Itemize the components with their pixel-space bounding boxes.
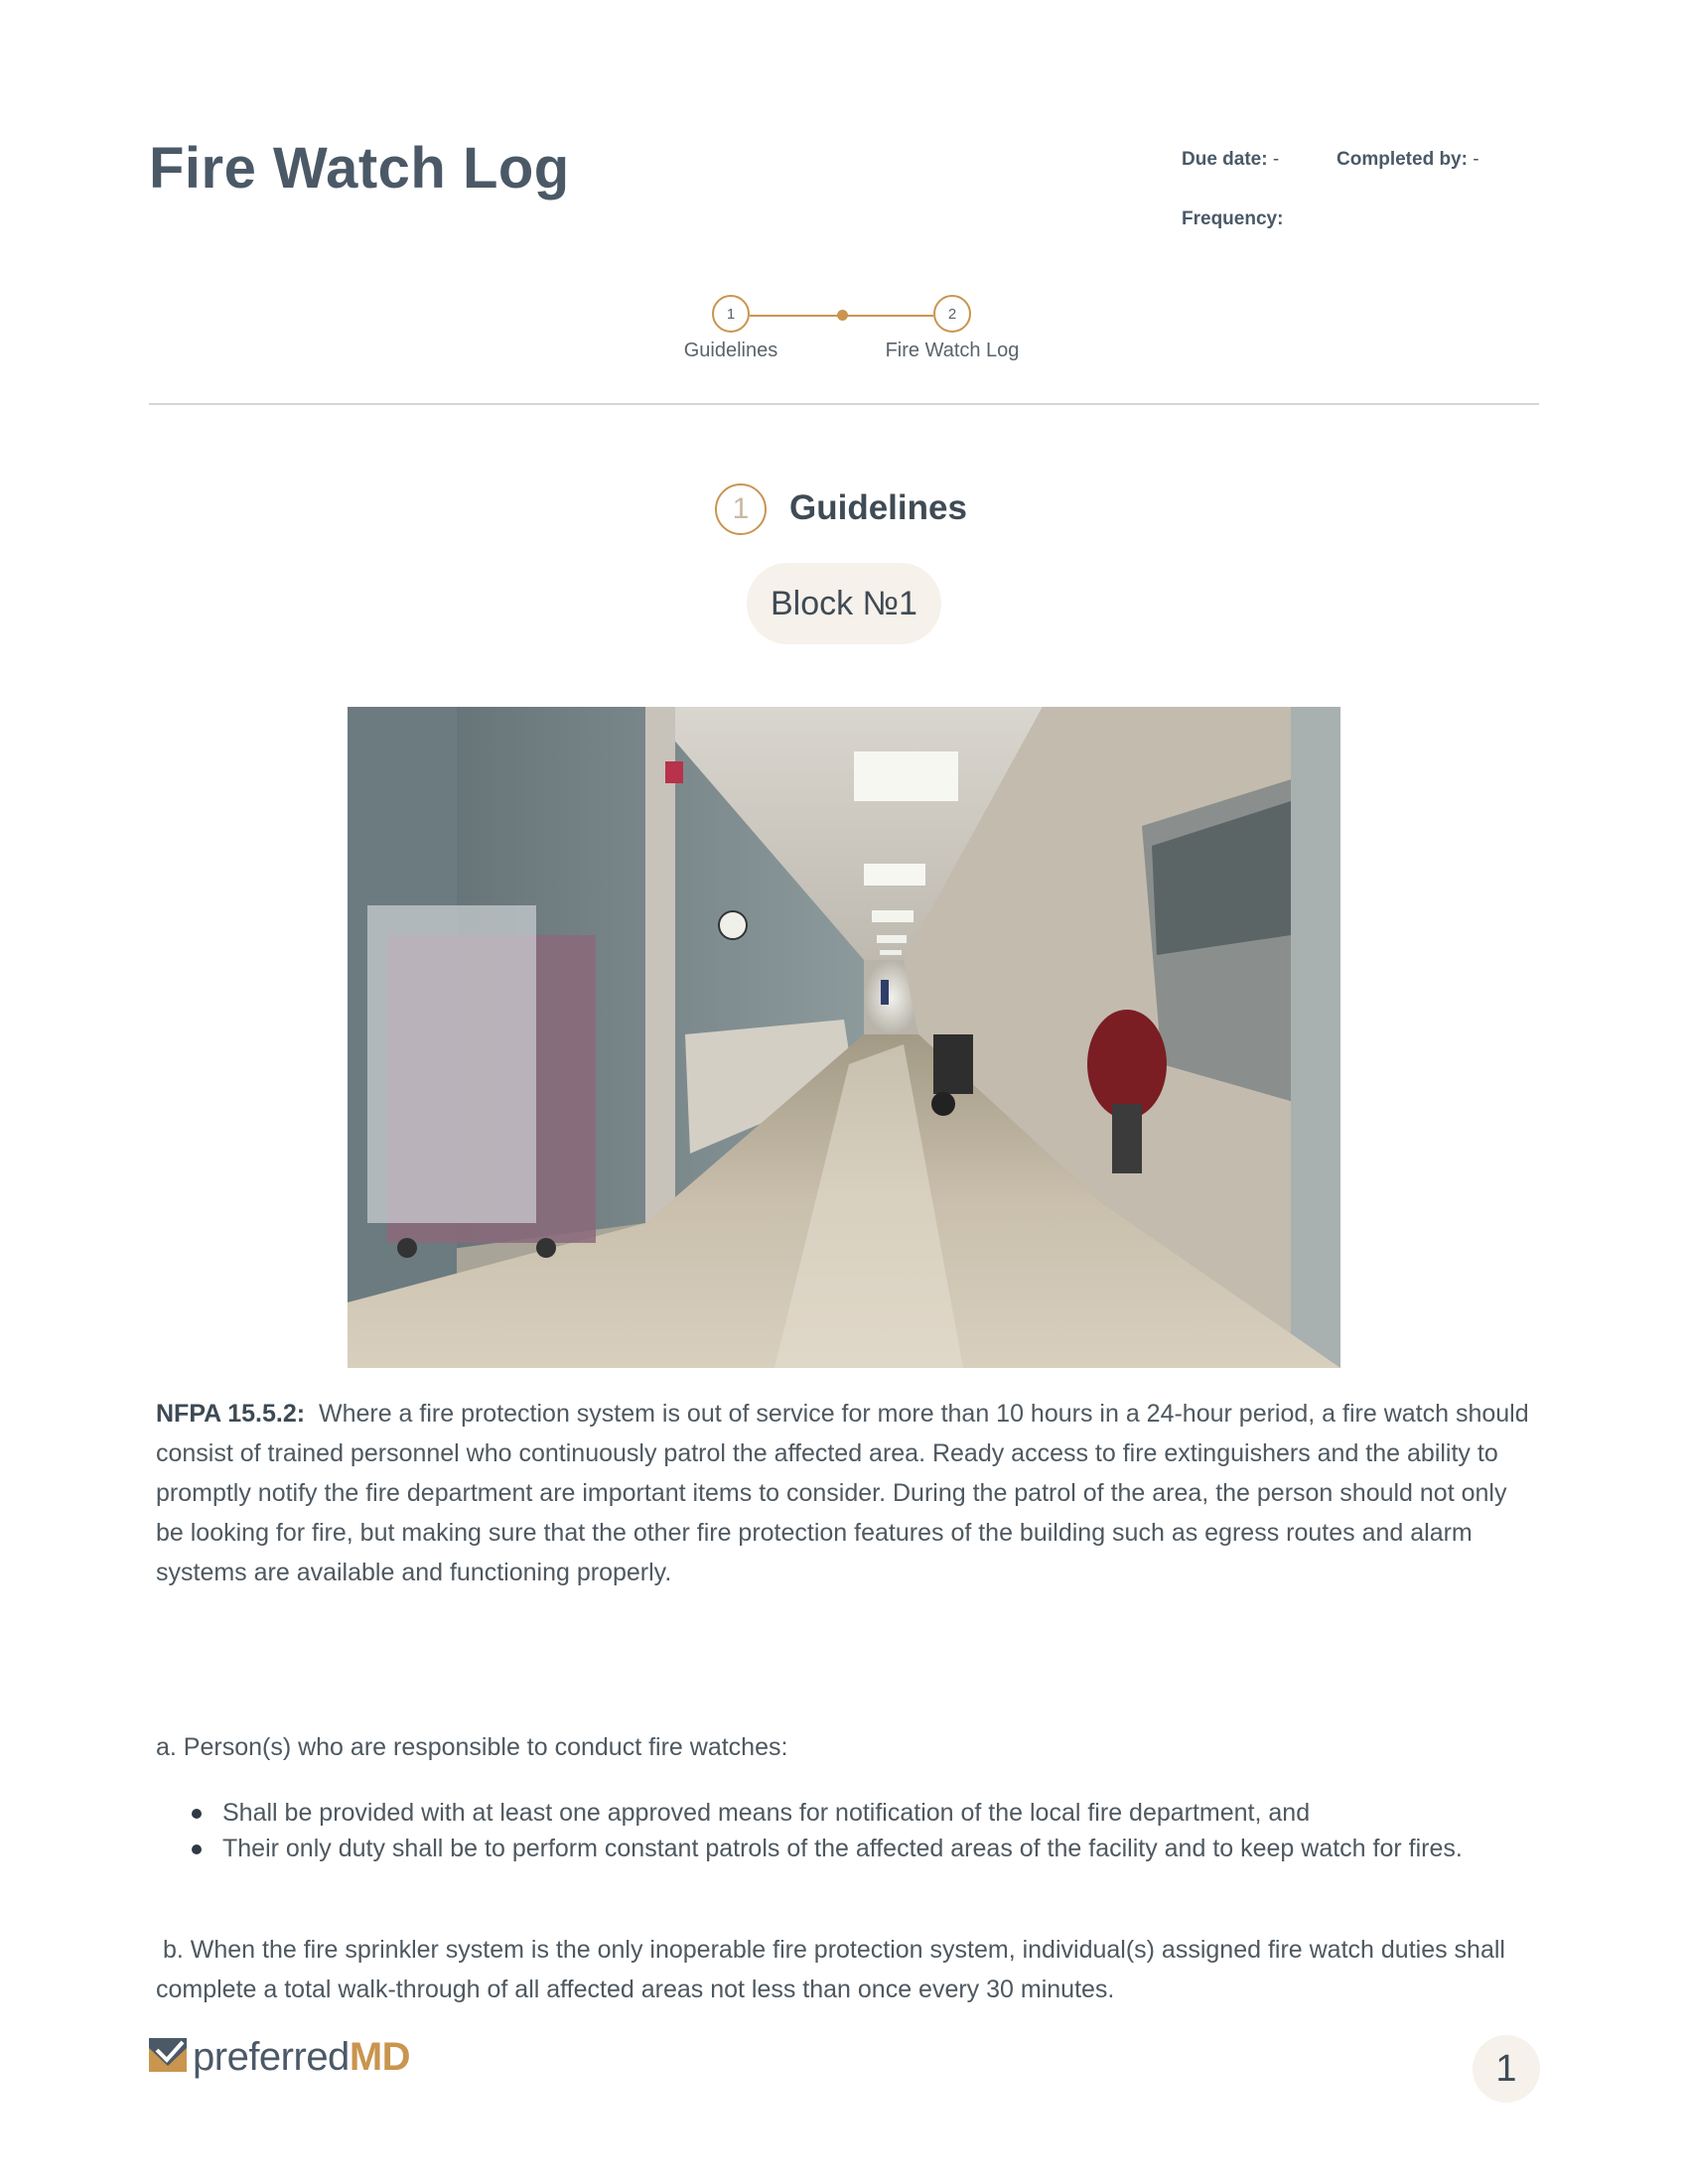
stepper-progress-dot: [837, 310, 848, 321]
hallway-photo: [348, 707, 1340, 1368]
list-item: Their only duty shall be to perform constant patrols of the affected areas of the facility and to keep watch for fires.: [156, 1831, 1546, 1866]
step-1-label[interactable]: Guidelines: [683, 340, 778, 361]
logo-wordmark: [193, 2035, 410, 2080]
frequency-label: Frequency:: [1182, 208, 1284, 229]
section-number-badge: 1: [715, 483, 767, 535]
header-divider: [149, 403, 1539, 405]
completed-by: [1336, 149, 1479, 171]
due-date: [1182, 149, 1279, 171]
section-title: Guidelines: [789, 488, 967, 527]
nfpa-label: NFPA 15.5.2:: [156, 1400, 306, 1428]
logo-text-accent: MD: [349, 2035, 411, 2079]
page-title: Fire Watch Log: [149, 136, 570, 201]
list-item: Shall be provided with at least one approved means for notification of the local fire department, and: [156, 1795, 1546, 1831]
step-2-label[interactable]: Fire Watch Log: [885, 340, 1020, 361]
nfpa-paragraph: [156, 1394, 1536, 1592]
nfpa-text: Where a fire protection system is out of service for more than 10 hours in a 24-hour period, a fire watch should consist of trained personnel who continuously patrol the affected area. Ready access to fire extinguishers and the ability to promptly notify the fire department are important items to consider. During the patrol of the area, the person should not only be looking for fire, but making sure that the other fire protection features of the building such as egress routes and alarm systems are available and functioning properly.: [156, 1400, 1529, 1586]
completed-by-value: -: [1473, 149, 1479, 170]
completed-by-label: Completed by:: [1336, 149, 1468, 170]
item-b-text: [156, 1930, 1536, 2009]
responsibility-list: [156, 1795, 1546, 1866]
frequency: [1182, 208, 1283, 230]
due-date-label: Due date:: [1182, 149, 1268, 170]
page-number: 1: [1473, 2035, 1540, 2103]
preferredmd-logo: [149, 2035, 410, 2080]
block-label: Block №1: [747, 563, 941, 644]
logo-text-main: preferred: [193, 2035, 350, 2079]
checkmark-logo-icon: [149, 2036, 187, 2079]
item-a-text: a. Person(s) who are responsible to conduct fire watches:: [156, 1733, 788, 1761]
step-1-circle[interactable]: 1: [712, 295, 750, 333]
item-b-content: b. When the fire sprinkler system is the only inoperable fire protection system, individual(s) assigned fire watch duties shall complete a total walk-through of all affected areas not less than once every 30 minutes.: [156, 1936, 1505, 2003]
step-2-circle[interactable]: 2: [933, 295, 971, 333]
due-date-value: -: [1272, 149, 1280, 170]
